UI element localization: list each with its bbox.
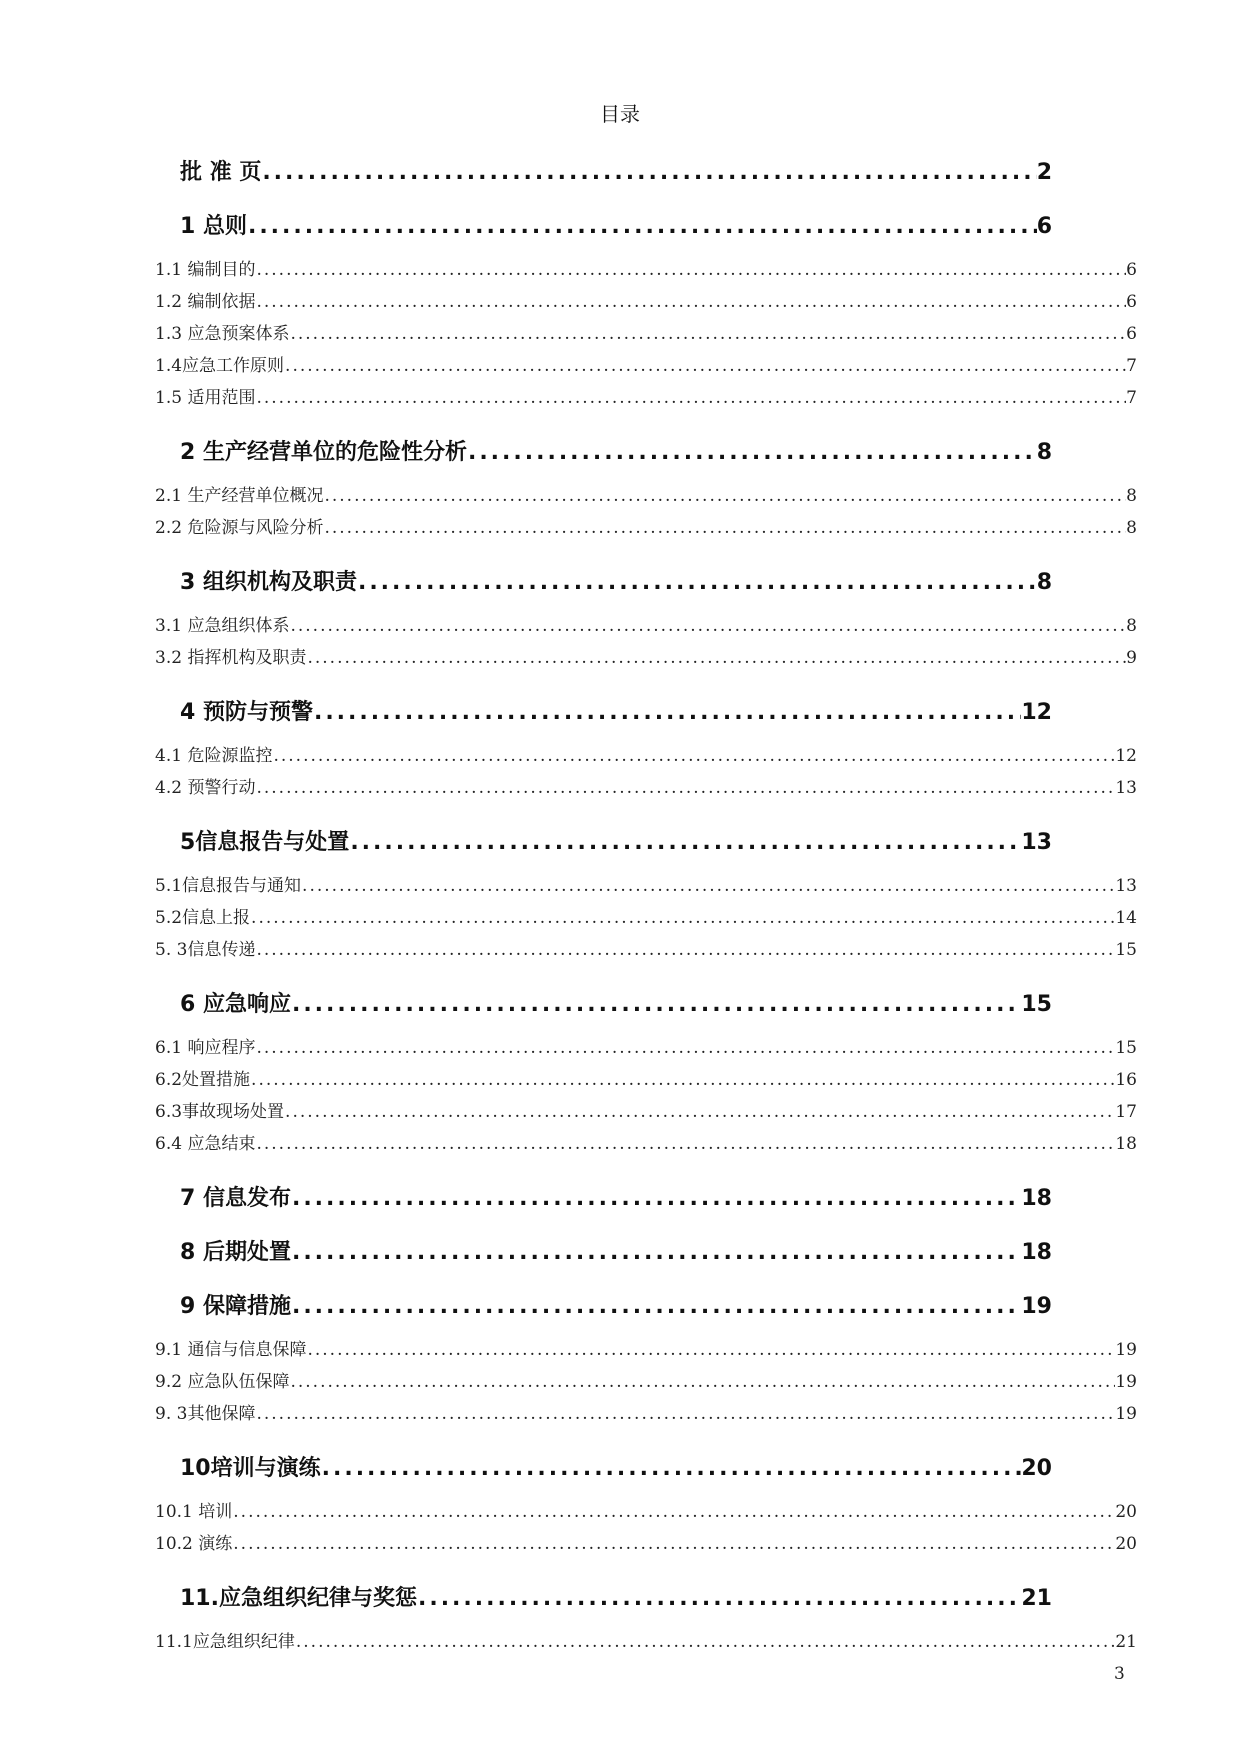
toc-entry-page: 12 (1115, 746, 1137, 766)
toc-entry-page: 13 (1021, 830, 1052, 855)
toc-entry-page: 18 (1021, 1186, 1052, 1211)
toc-dot-leader (357, 556, 1037, 610)
toc-dot-leader (323, 512, 1126, 544)
toc-entry-page: 21 (1115, 1632, 1137, 1652)
toc-dot-leader (255, 286, 1126, 318)
toc-entry-label: 2.1 生产经营单位概况 (155, 486, 324, 506)
toc-entry-label: 4.2 预警行动 (155, 778, 256, 798)
toc-dot-leader (232, 1496, 1115, 1528)
toc-entry-page: 18 (1021, 1240, 1052, 1265)
toc-entry-label: 5.1信息报告与通知 (155, 876, 302, 896)
toc-entry-label: 1.3 应急预案体系 (155, 324, 290, 344)
toc-dot-leader (247, 200, 1037, 254)
toc-dot-leader (467, 426, 1037, 480)
toc-dot-leader (289, 318, 1126, 350)
toc-section-entry[interactable] (155, 350, 1137, 382)
toc-section-entry[interactable] (155, 1366, 1137, 1398)
toc-entry-page: 13 (1115, 778, 1137, 798)
toc-entry-page: 2 (1036, 160, 1052, 185)
toc-entry-page: 8 (1036, 570, 1052, 595)
toc-dot-leader (349, 816, 1021, 870)
toc-entry-page: 8 (1126, 486, 1137, 506)
toc-entry-page: 6 (1126, 324, 1137, 344)
toc-entry-page: 6 (1036, 214, 1052, 239)
toc-dot-leader (306, 1334, 1115, 1366)
toc-dot-leader (291, 1280, 1021, 1334)
toc-section-entry[interactable] (155, 902, 1137, 934)
toc-chapter-entry[interactable] (180, 816, 1052, 870)
toc-entry-label: 6.2处置措施 (155, 1070, 251, 1090)
toc-section-entry[interactable] (155, 1528, 1137, 1560)
toc-dot-leader (291, 978, 1021, 1032)
toc-section-entry[interactable] (155, 642, 1137, 674)
toc-dot-leader (323, 480, 1126, 512)
toc-section-entry[interactable] (155, 318, 1137, 350)
toc-section-entry[interactable] (155, 1496, 1137, 1528)
toc-dot-leader (284, 1096, 1115, 1128)
toc-entry-label: 3.2 指挥机构及职责 (155, 648, 307, 668)
toc-section-entry[interactable] (155, 286, 1137, 318)
toc-dot-leader (295, 1626, 1116, 1658)
toc-chapter-entry[interactable] (180, 1572, 1052, 1626)
toc-entry-label: 2.2 危险源与风险分析 (155, 518, 324, 538)
toc-entry-label: 5. 3信息传递 (155, 940, 256, 960)
toc-section-entry[interactable] (155, 1032, 1137, 1064)
toc-entry-label: 6.3事故现场处置 (155, 1102, 285, 1122)
toc-section-entry[interactable] (155, 772, 1137, 804)
toc-section-entry[interactable] (155, 1626, 1137, 1658)
toc-chapter-entry[interactable] (180, 200, 1052, 254)
toc-chapter-entry[interactable] (180, 686, 1052, 740)
toc-entry-label: 3.1 应急组织体系 (155, 616, 290, 636)
toc-section-entry[interactable] (155, 934, 1137, 966)
toc-entry-label: 5信息报告与处置 (180, 830, 350, 855)
toc-dot-leader (255, 1398, 1115, 1430)
toc-dot-leader (255, 254, 1126, 286)
toc-chapter-entry[interactable] (180, 1226, 1052, 1280)
toc-entry-label: 2 生产经营单位的危险性分析 (180, 440, 467, 465)
toc-entry-label: 1.1 编制目的 (155, 260, 256, 280)
toc-entry-label: 5.2信息上报 (155, 908, 251, 928)
toc-dot-leader (291, 1172, 1021, 1226)
toc-entry-label: 8 后期处置 (180, 1240, 291, 1265)
toc-entry-page: 21 (1021, 1586, 1052, 1611)
toc-chapter-entry[interactable] (180, 556, 1052, 610)
toc-dot-leader (255, 1032, 1115, 1064)
toc-dot-leader (255, 772, 1115, 804)
toc-section-entry[interactable] (155, 480, 1137, 512)
toc-section-entry[interactable] (155, 870, 1137, 902)
toc-dot-leader (255, 934, 1115, 966)
toc-dot-leader (313, 686, 1021, 740)
toc-dot-leader (289, 610, 1126, 642)
toc-entry-page: 7 (1126, 388, 1137, 408)
toc-entry-label: 11.1应急组织纪律 (155, 1632, 295, 1652)
toc-section-entry[interactable] (155, 1096, 1137, 1128)
toc-entry-page: 13 (1115, 876, 1137, 896)
toc-entry-label: 10.1 培训 (155, 1502, 233, 1522)
toc-dot-leader (417, 1572, 1021, 1626)
toc-entry-page: 17 (1115, 1102, 1137, 1122)
toc-entry-label: 1.4应急工作原则 (155, 356, 285, 376)
toc-entry-label: 9.1 通信与信息保障 (155, 1340, 307, 1360)
toc-entry-page: 8 (1126, 616, 1137, 636)
toc-entry-label: 11.应急组织纪律与奖惩 (180, 1586, 417, 1611)
toc-entry-page: 20 (1115, 1502, 1137, 1522)
toc-entry-label: 9.2 应急队伍保障 (155, 1372, 290, 1392)
toc-chapter-entry[interactable] (180, 426, 1052, 480)
toc-entry-label: 6.1 响应程序 (155, 1038, 256, 1058)
toc-dot-leader (255, 382, 1126, 414)
toc-chapter-entry[interactable] (180, 1172, 1052, 1226)
toc-entry-page: 8 (1126, 518, 1137, 538)
page-title: 目录 (600, 102, 640, 126)
toc-chapter-entry[interactable] (180, 978, 1052, 1032)
toc-dot-leader (272, 740, 1115, 772)
toc-entry-label: 6 应急响应 (180, 992, 291, 1017)
toc-entry-label: 6.4 应急结束 (155, 1134, 256, 1154)
toc-chapter-entry[interactable] (180, 1280, 1052, 1334)
toc-dot-leader (301, 870, 1115, 902)
toc-entry-label: 4 预防与预警 (180, 700, 313, 725)
toc-entry-page: 12 (1021, 700, 1052, 725)
toc-section-entry[interactable] (155, 382, 1137, 414)
toc-dot-leader (250, 1064, 1115, 1096)
toc-entry-label: 4.1 危险源监控 (155, 746, 273, 766)
toc-entry-page: 16 (1115, 1070, 1137, 1090)
toc-dot-leader (255, 1128, 1115, 1160)
toc-section-entry[interactable] (155, 1334, 1137, 1366)
toc-section-entry[interactable] (155, 1064, 1137, 1096)
toc-dot-leader (250, 902, 1115, 934)
toc-entry-label: 1 总则 (180, 214, 247, 239)
toc-entry-page: 19 (1115, 1372, 1137, 1392)
toc-entry-page: 18 (1115, 1134, 1137, 1154)
toc-section-entry[interactable] (155, 610, 1137, 642)
toc-section-entry[interactable] (155, 740, 1137, 772)
toc-entry-label: 批 准 页 (180, 160, 262, 185)
toc-entry-label: 1.5 适用范围 (155, 388, 256, 408)
toc-section-entry[interactable] (155, 1128, 1137, 1160)
toc-entry-page: 20 (1021, 1456, 1052, 1481)
toc-entry-label: 10培训与演练 (180, 1456, 321, 1481)
toc-dot-leader (232, 1528, 1115, 1560)
toc-section-entry[interactable] (155, 254, 1137, 286)
toc-entry-page: 7 (1126, 356, 1137, 376)
table-of-contents (0, 146, 1240, 1658)
toc-entry-page: 15 (1115, 1038, 1137, 1058)
toc-entry-page: 6 (1126, 260, 1137, 280)
toc-chapter-entry[interactable] (180, 146, 1052, 200)
toc-entry-page: 6 (1126, 292, 1137, 312)
toc-entry-label: 3 组织机构及职责 (180, 570, 357, 595)
toc-entry-label: 1.2 编制依据 (155, 292, 256, 312)
toc-entry-label: 9 保障措施 (180, 1294, 291, 1319)
toc-entry-page: 9 (1126, 648, 1137, 668)
toc-entry-page: 14 (1115, 908, 1137, 928)
toc-entry-page: 19 (1021, 1294, 1052, 1319)
toc-entry-page: 15 (1021, 992, 1052, 1017)
toc-entry-label: 7 信息发布 (180, 1186, 291, 1211)
toc-dot-leader (261, 146, 1036, 200)
toc-dot-leader (321, 1442, 1022, 1496)
toc-dot-leader (284, 350, 1126, 382)
toc-entry-page: 19 (1115, 1404, 1137, 1424)
toc-entry-page: 15 (1115, 940, 1137, 960)
toc-section-entry[interactable] (155, 1398, 1137, 1430)
toc-section-entry[interactable] (155, 512, 1137, 544)
page-number: 3 (1114, 1664, 1125, 1684)
toc-entry-page: 19 (1115, 1340, 1137, 1360)
toc-entry-page: 8 (1036, 440, 1052, 465)
toc-chapter-entry[interactable] (180, 1442, 1052, 1496)
toc-entry-page: 20 (1115, 1534, 1137, 1554)
toc-dot-leader (306, 642, 1126, 674)
toc-dot-leader (291, 1226, 1021, 1280)
toc-dot-leader (289, 1366, 1115, 1398)
toc-entry-label: 9. 3其他保障 (155, 1404, 256, 1424)
toc-entry-label: 10.2 演练 (155, 1534, 233, 1554)
